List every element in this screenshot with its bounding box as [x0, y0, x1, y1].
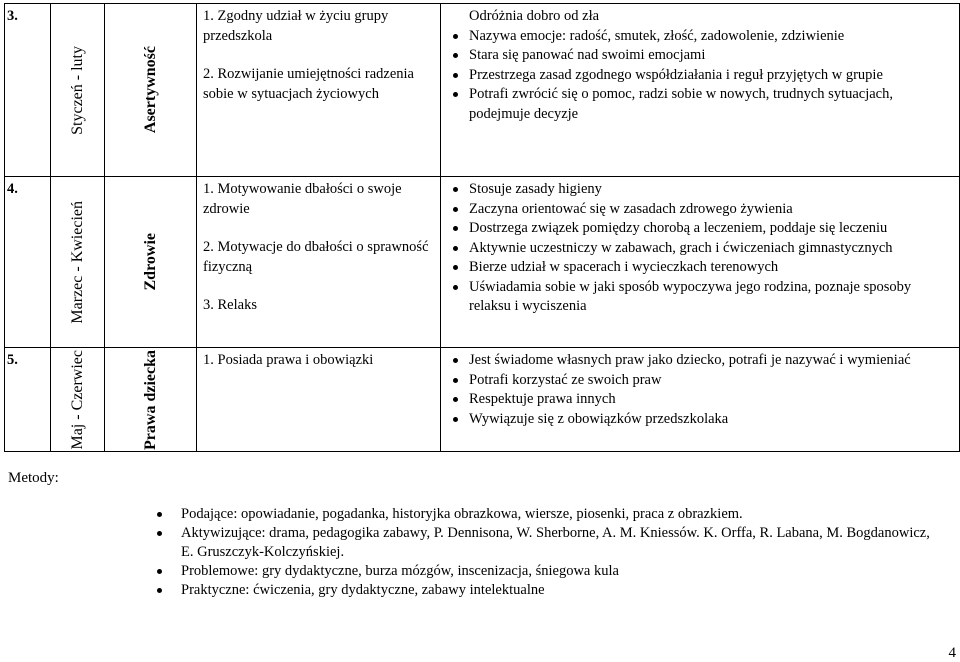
method-item: Problemowe: gry dydaktyczne, burza mózgów, inscenizacja, śniegowa kula: [181, 562, 941, 581]
effect-item: Respektuje prawa innych: [469, 390, 955, 410]
goal-item: 2. Rozwijanie umiejętności radzenia sobie w sytuacjach życiowych: [203, 66, 414, 102]
theme-cell: [105, 4, 197, 177]
effect-item: Aktywnie uczestniczy w zabawach, grach i ćwiczeniach gimnastycznych: [469, 239, 955, 259]
effect-item: Zaczyna orientować się w zasadach zdrowego żywienia: [469, 200, 955, 220]
methods-heading: Metody:: [8, 470, 59, 486]
goals-cell: [197, 4, 441, 177]
month-label: Marzec - Kwiecień: [68, 200, 86, 324]
goal-item: 3. Relaks: [203, 297, 257, 313]
effect-item: Dostrzega związek pomiędzy chorobą a leczeniem, poddaje się leczeniu: [469, 219, 955, 239]
table-row: [5, 177, 960, 348]
month-cell: [51, 348, 105, 452]
effect-item: Stara się panować nad swoimi emocjami: [469, 46, 955, 66]
goals-cell: [197, 348, 441, 452]
goal-item: 1. Motywowanie dbałości o swoje zdrowie: [203, 181, 402, 217]
row-number: 3.: [5, 4, 51, 177]
goal-item: 1. Zgodny udział w życiu grupy przedszkola: [203, 8, 389, 44]
goals-cell: [197, 177, 441, 348]
goal-item: 1. Posiada prawa i obowiązki: [203, 352, 374, 368]
effects-cell: [441, 348, 960, 452]
effects-cell: [441, 4, 960, 177]
method-item: Aktywizujące: drama, pedagogika zabawy, P. Dennisona, W. Sherborne, A. M. Kniessów. K. Orffa, R. Labana, M. Bogdanowicz, E. Gruszczyk-Kolczyńskiej.: [181, 524, 941, 562]
theme-cell: [105, 177, 197, 348]
goal-item: 2. Motywacje do dbałości o sprawność fizyczną: [203, 239, 429, 275]
page-number: 4: [948, 645, 956, 661]
month-cell: [51, 177, 105, 348]
method-item: Podające: opowiadanie, pogadanka, historyjka obrazkowa, wiersze, piosenki, praca z obrazkiem.: [181, 505, 941, 524]
method-item: Praktyczne: ćwiczenia, gry dydaktyczne, zabawy intelektualne: [181, 581, 941, 600]
effect-item: Potrafi zwrócić się o pomoc, radzi sobie w nowych, trudnych sytuacjach, podejmuje decyzje: [469, 85, 955, 124]
theme-label: Zdrowie: [141, 233, 159, 291]
effect-item: Jest świadome własnych praw jako dziecko, potrafi je nazywać i wymieniać: [469, 351, 955, 371]
month-label: Maj - Czerwiec: [68, 349, 86, 450]
month-cell: [51, 4, 105, 177]
effect-item: Przestrzega zasad zgodnego współdziałania i reguł przyjętych w grupie: [469, 66, 955, 86]
effect-item: Stosuje zasady higieny: [469, 180, 955, 200]
month-label: Styczeń - luty: [68, 45, 86, 135]
effect-item: Potrafi korzystać ze swoich praw: [469, 371, 955, 391]
theme-label: Asertywność: [141, 46, 159, 134]
table-row: [5, 4, 960, 177]
curriculum-table: [4, 3, 960, 452]
effect-item: Uświadamia sobie w jaki sposób wypoczywa jego rodzina, poznaje sposoby relaksu i wyciszenia: [469, 278, 955, 317]
effect-item: Bierze udział w spacerach i wycieczkach terenowych: [469, 258, 955, 278]
row-number: 5.: [5, 348, 51, 452]
theme-cell: [105, 348, 197, 452]
effect-item: Odróżnia dobro od zła: [469, 8, 600, 24]
theme-label: Prawa dziecka: [141, 349, 159, 450]
methods-list: [181, 505, 941, 600]
effect-item: Wywiązuje się z obowiązków przedszkolaka: [469, 410, 955, 430]
effect-item: Nazywa emocje: radość, smutek, złość, zadowolenie, zdziwienie: [469, 27, 955, 47]
row-number: 4.: [5, 177, 51, 348]
table-row: [5, 348, 960, 452]
effects-cell: [441, 177, 960, 348]
